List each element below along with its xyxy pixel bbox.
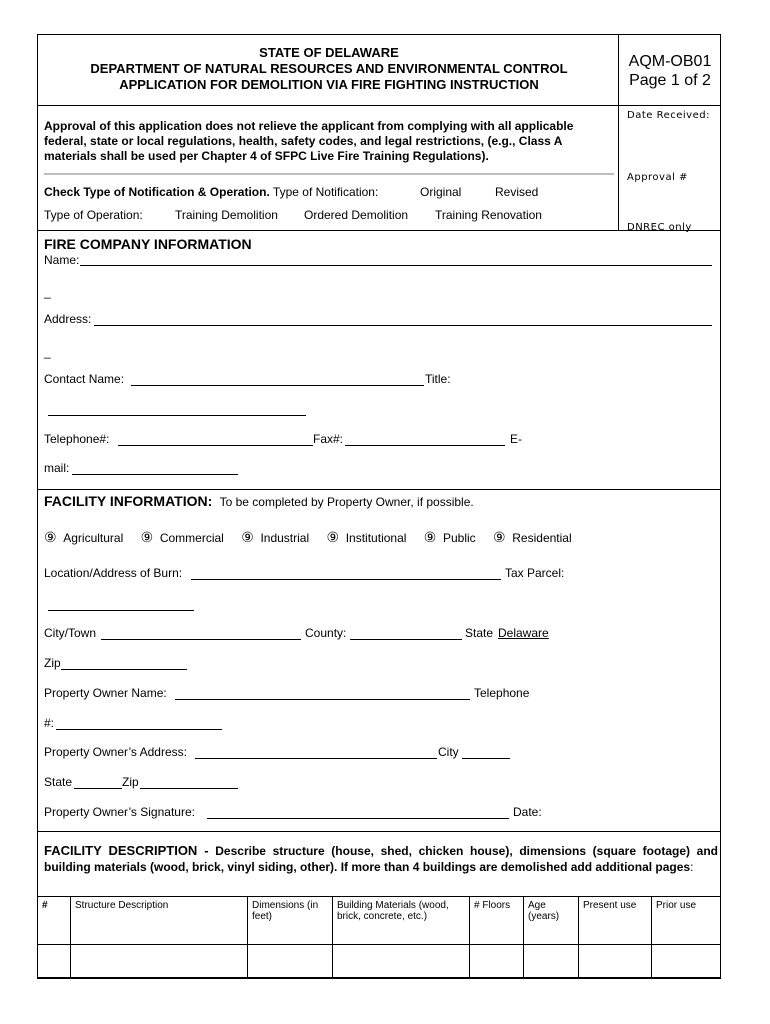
col-dimensions: Dimensions (in feet) [248,897,333,945]
tax-parcel-label: Tax Parcel: [505,566,565,580]
col-structure-description: Structure Description [71,897,248,945]
owner-telephone-hash: #: [44,716,55,730]
owner-state-field[interactable] [74,774,122,789]
header-bottom-rule [37,105,721,106]
cell-dimensions[interactable] [248,945,333,979]
name-continuation: _ [44,285,51,299]
owner-city-field[interactable] [462,744,510,759]
operation-label: Type of Operation: [44,208,143,222]
owner-city-label: City [438,745,459,759]
fire-company-heading: FIRE COMPANY INFORMATION [44,236,252,252]
header-line2: DEPARTMENT OF NATURAL RESOURCES AND ENVIRONMENTAL CONTROL [90,61,568,76]
facility-type-public[interactable]: ⑨ Public [423,529,476,545]
date-received-label: Date Received: [627,110,710,121]
checkbox-icon: ⑨ [44,529,57,545]
facility-type-industrial[interactable]: ⑨ Industrial [241,529,310,545]
fire-company-address-field[interactable] [94,311,712,326]
facility-type-agricultural[interactable]: ⑨ Agricultural [44,529,124,545]
table-row [38,945,721,979]
signature-label: Property Owner’s Signature: [44,805,195,819]
facility-type-commercial[interactable]: ⑨ Commercial [140,529,224,545]
state-value[interactable]: Delaware [498,626,549,640]
checkbox-icon: ⑨ [241,529,254,545]
owner-zip-field[interactable] [140,774,238,789]
option-revised[interactable]: Revised [495,185,539,199]
owner-telephone-field[interactable] [56,715,222,730]
state-label: State [465,626,494,640]
tax-parcel-field[interactable] [48,596,194,611]
zip-label: Zip [44,656,61,670]
checkbox-icon: ⑨ [140,529,154,545]
county-label: County: [305,626,347,640]
form-header [40,45,618,93]
telephone-field[interactable] [118,431,313,446]
contact-name-label: Contact Name: [44,372,125,386]
fax-field[interactable] [345,431,505,446]
col-building-materials: Building Materials (wood, brick, concrete, etc.) [333,897,470,945]
header-divider [618,34,619,230]
col-present-use: Present use [579,897,652,945]
approval-label: Approval # [627,172,688,183]
header-line1: STATE OF DELAWARE [259,45,399,60]
checkbox-icon: ⑨ [326,529,340,545]
facility-info-header [44,493,474,509]
location-field[interactable] [191,565,501,580]
cell-structure-description[interactable] [71,945,248,979]
contact-name-field[interactable] [131,371,424,386]
title-label: Title: [425,372,451,386]
form-code: AQM-OB01 [628,53,712,70]
owner-address-field[interactable] [195,744,437,759]
facility-info-subheading: To be completed by Property Owner, if possible. [219,495,474,509]
owner-zip-label: Zip [122,775,139,789]
email-label-a: E- [510,432,522,446]
fax-label: Fax#: [313,432,344,446]
section-rule-1 [37,230,721,231]
option-training-demolition[interactable]: Training Demolition [175,208,278,222]
city-town-field[interactable] [101,625,301,640]
facility-type-residential[interactable]: ⑨ Residential [493,529,572,545]
county-field[interactable] [350,625,462,640]
cell-floors[interactable] [470,945,524,979]
signature-date-label: Date: [513,805,542,819]
section-rule-2 [37,489,721,490]
option-training-renovation[interactable]: Training Renovation [435,208,542,222]
facility-info-heading: FACILITY INFORMATION: [44,493,213,509]
section-rule-3 [37,831,721,832]
cell-building-materials[interactable] [333,945,470,979]
intro-rule [44,173,614,175]
cell-number[interactable] [38,945,71,979]
check-type-label: Check Type of Notification & Operation. [44,185,270,199]
cell-age[interactable] [524,945,579,979]
type-notification-label: Type of Notification: [272,185,379,199]
col-floors: # Floors [470,897,524,945]
checkbox-icon: ⑨ [423,529,437,545]
cell-present-use[interactable] [579,945,652,979]
owner-state-label: State [44,775,73,789]
email-label-b: mail: [44,461,70,475]
header-line3: APPLICATION FOR DEMOLITION VIA FIRE FIGHTING INSTRUCTION [119,77,539,92]
location-label: Location/Address of Burn: [44,566,183,580]
zip-field[interactable] [61,655,187,670]
facility-description-block: FACILITY DESCRIPTION - Describe structure (house, shed, chicken house), dimensions (square footage) and building materials (wood, brick, vinyl siding, other). If more than 4 buildings are demolished add additional pages: [44,843,718,874]
title-field[interactable] [48,401,306,416]
cell-prior-use[interactable] [652,945,721,979]
facility-description-heading: FACILITY DESCRIPTION - [44,843,209,858]
col-number: # [38,897,71,945]
owner-name-label: Property Owner Name: [44,686,167,700]
facility-type-institutional[interactable]: ⑨ Institutional [326,529,407,545]
col-age: Age (years) [524,897,579,945]
owner-name-field[interactable] [175,685,470,700]
option-original[interactable]: Original [420,185,462,199]
owner-telephone-label: Telephone [474,686,530,700]
address-continuation: _ [44,345,51,359]
facility-description-text: Describe structure (house, shed, chicken house), dimensions (square footage) and building materials (wood, brick, vinyl siding, other). If more than 4 buildings are demolished add additional pages [44,844,718,874]
owner-address-label: Property Owner’s Address: [44,745,187,759]
telephone-label: Telephone#: [44,432,110,446]
address-label: Address: [44,312,92,326]
structures-table [37,896,721,979]
notification-row [44,185,378,199]
name-label: Name: [44,253,80,267]
signature-field[interactable] [207,804,509,819]
checkbox-icon: ⑨ [493,529,506,545]
facility-type-row [44,529,572,546]
intro-text: Approval of this application does not relieve the applicant from complying with all applicable federal, state or local regulations, health, safety codes, and legal restrictions, (e.g., Class A materials shall be used per Chapter 4 of SFPC Live Fire Training Regulations). [44,119,574,163]
page-number: Page 1 of 2 [629,72,711,89]
option-ordered-demolition[interactable]: Ordered Demolition [304,208,409,222]
email-field[interactable] [72,460,238,475]
dnrec-only-label: DNREC only [627,222,692,233]
table-header-row [38,897,721,945]
form-code-block [620,52,720,90]
col-prior-use: Prior use [652,897,721,945]
fire-company-name-field[interactable] [80,251,712,266]
city-town-label: City/Town [44,626,97,640]
